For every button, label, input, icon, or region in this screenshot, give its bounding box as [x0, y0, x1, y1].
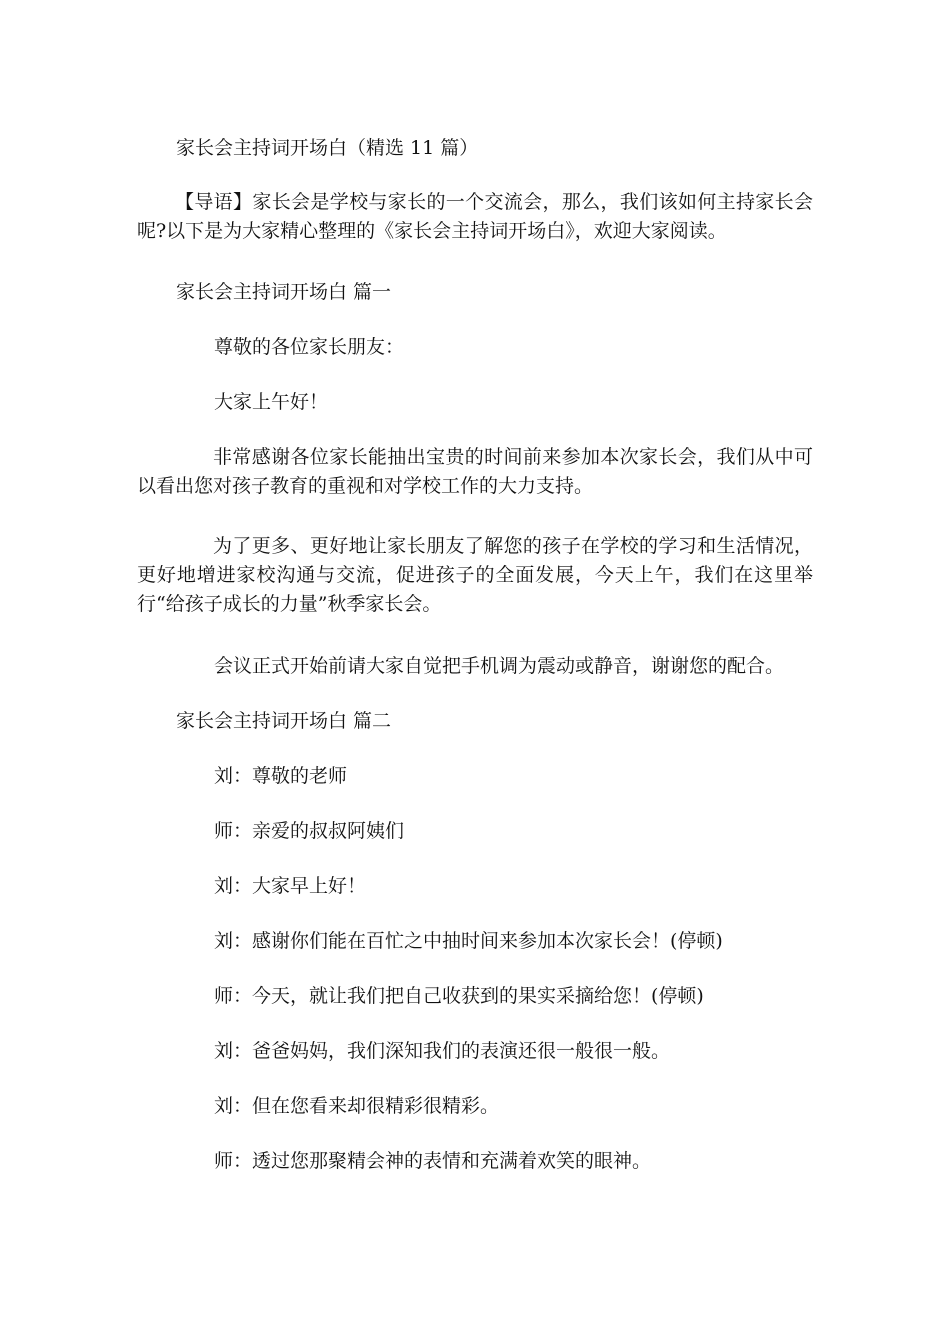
dialogue-line: 刘：但在您看来却很精彩很精彩。	[214, 1095, 500, 1117]
dialogue-line: 刘：感谢你们能在百忙之中抽时间来参加本次家长会！(停顿)	[214, 930, 723, 952]
document-title: 家长会主持词开场白（精选 11 篇）	[176, 137, 479, 159]
dialogue-line: 师：亲爱的叔叔阿姨们	[214, 820, 405, 842]
dialogue-line: 刘：大家早上好！	[214, 875, 367, 897]
dialogue-line: 刘：尊敬的老师	[214, 765, 348, 787]
section-1-paragraph-2: 为了更多、更好地让家长朋友了解您的孩子在学校的学习和生活情况，更好地增进家校沟通与交流，促进孩子的全面发展，今天上午，我们在这里举行“给孩子成长的力量”秋季家长会。	[137, 535, 813, 615]
section-1-heading: 家长会主持词开场白 篇一	[176, 281, 392, 303]
dialogue-line: 师：今天，就让我们把自己收获到的果实采摘给您！(停顿)	[214, 985, 704, 1007]
section-2-heading: 家长会主持词开场白 篇二	[176, 710, 392, 732]
section-1-greeting: 尊敬的各位家长朋友：	[214, 336, 405, 358]
section-1-paragraph-1: 非常感谢各位家长能抽出宝贵的时间前来参加本次家长会，我们从中可以看出您对孩子教育的重视和对学校工作的大力支持。	[137, 446, 813, 497]
intro-paragraph: 【导语】家长会是学校与家长的一个交流会，那么，我们该如何主持家长会呢?以下是为大家精心整理的《家长会主持词开场白》，欢迎大家阅读。	[137, 191, 813, 242]
section-1-hello: 大家上午好！	[214, 391, 329, 413]
dialogue-line: 刘：爸爸妈妈，我们深知我们的表演还很一般很一般。	[214, 1040, 671, 1062]
dialogue-line: 师：透过您那聚精会神的表情和充满着欢笑的眼神。	[214, 1150, 652, 1172]
section-1-paragraph-3: 会议正式开始前请大家自觉把手机调为震动或静音，谢谢您的配合。	[214, 655, 785, 677]
